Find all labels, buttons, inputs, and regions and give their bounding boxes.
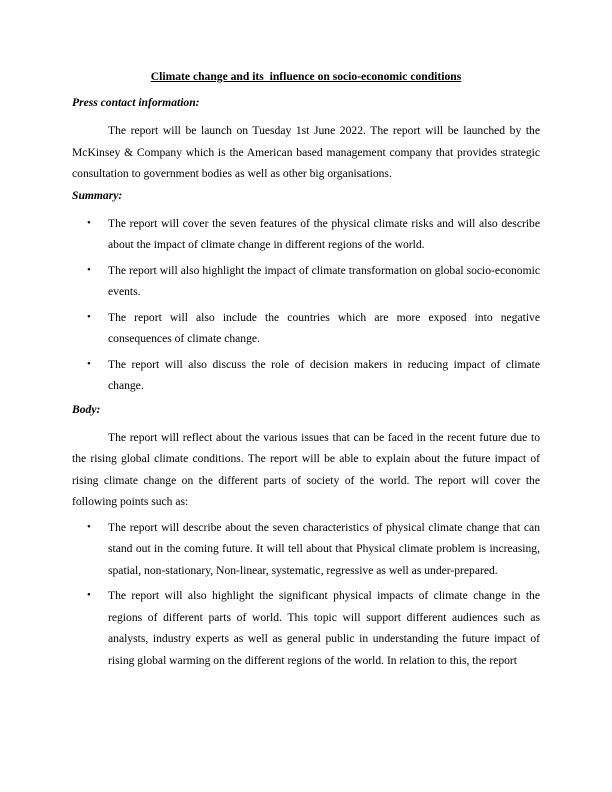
body-bullet-text: The report will also highlight the significant physical impacts of climate change in the regions of different parts of world. This topic will support different audiences such as analysts, industry experts as well as general public in understanding the future impact of rising global warming on the different regions of the world. In relation to this, the report	[108, 589, 540, 667]
bullet-icon: •	[87, 589, 91, 601]
summary-heading: Summary:	[72, 188, 123, 202]
bullet-icon: •	[87, 520, 91, 533]
body-bullet-text: The report will describe about the seven characteristics of physical climate change that can stand out in the coming future. It will tell about that Physical climate problem is increasing, spatial, non-stationary, Non-linear, systematic, regressive as well as under-prepared.	[108, 520, 540, 577]
document-title: Climate change and its influence on socio-economic conditions	[150, 70, 462, 83]
summary-bullet-list	[72, 213, 540, 397]
summary-bullet-text: The report will also highlight the impact of climate transformation on global socio-economic events.	[108, 263, 540, 298]
press-contact-heading: Press contact information:	[72, 96, 200, 109]
summary-bullet-item	[72, 354, 540, 397]
body-heading: Body:	[72, 402, 101, 416]
body-bullet-item	[72, 517, 540, 582]
document-content	[72, 70, 540, 677]
summary-bullet-text: The report will also discuss the role of decision makers in reducing impact of climate change.	[108, 357, 540, 392]
bullet-icon: •	[87, 263, 91, 276]
bullet-icon: •	[87, 357, 91, 370]
body-bullet-list	[72, 517, 540, 672]
bullet-icon: •	[87, 310, 91, 323]
summary-bullet-item	[72, 213, 540, 256]
body-paragraph: The report will reflect about the various issues that can be faced in the recent future due to the rising global climate conditions. The report will be able to explain about the future impact of rising climate change on the different parts of society of the world. The report will cover the following points such as:	[72, 430, 540, 508]
bullet-icon: •	[87, 216, 91, 229]
summary-bullet-text: The report will cover the seven features of the physical climate risks and will also describe about the impact of climate change in different regions of the world.	[108, 216, 540, 251]
summary-bullet-item	[72, 260, 540, 303]
summary-bullet-item	[72, 307, 540, 350]
summary-bullet-text: The report will also include the countries which are more exposed into negative consequences of climate change.	[108, 310, 540, 345]
body-bullet-item	[72, 585, 540, 671]
press-contact-paragraph: The report will be launch on Tuesday 1st June 2022. The report will be launched by the McKinsey & Company which is the American based management company that provides strategic consultation to government bodies as well as other big organisations.	[72, 124, 540, 180]
